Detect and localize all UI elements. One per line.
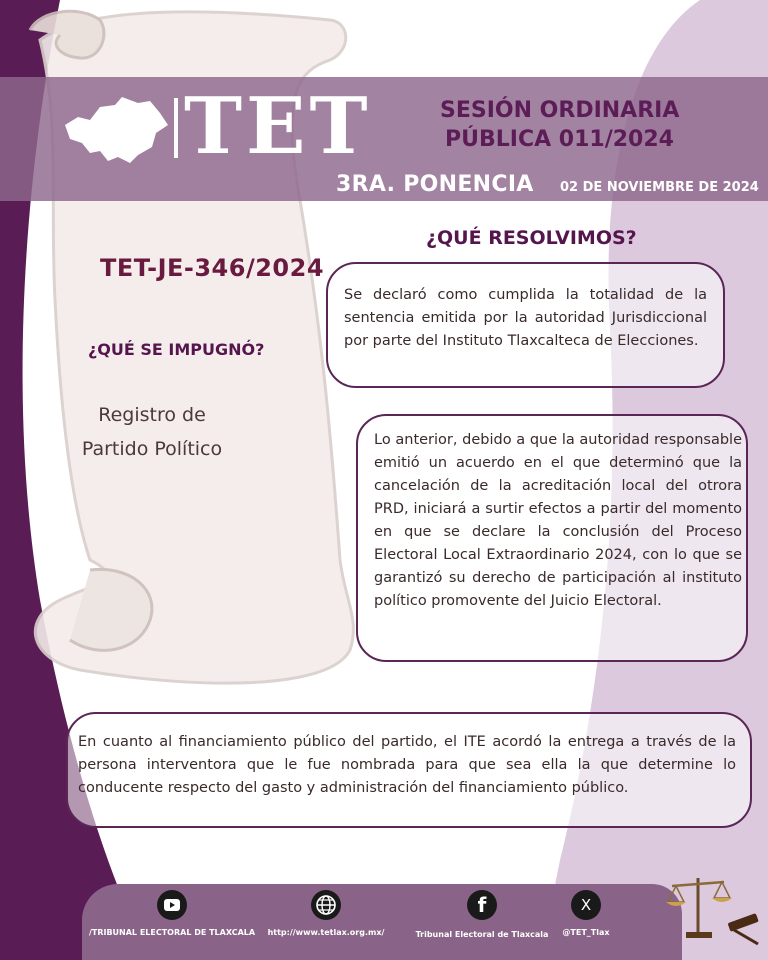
facebook-link[interactable] bbox=[414, 890, 550, 939]
impugno-question: ¿QUÉ SE IMPUGNÓ? bbox=[88, 340, 265, 359]
youtube-link[interactable] bbox=[88, 890, 256, 937]
impugno-answer-line2: Partido Político bbox=[81, 438, 223, 460]
x-label: @TET_Tlax bbox=[562, 928, 610, 937]
resolution-box-3: En cuanto al financiamiento público del partido, el ITE acordó la entrega a través de la persona interventora que le fue nombrada para que sea ella la que determine lo conducente respecto del gasto y administración del financiamiento público. bbox=[66, 712, 752, 828]
youtube-icon bbox=[157, 890, 187, 920]
website-label: http://www.tetlax.org.mx/ bbox=[267, 928, 385, 937]
session-title-line1: SESIÓN ORDINARIA bbox=[440, 98, 680, 123]
facebook-icon: f bbox=[467, 890, 497, 920]
x-icon: X bbox=[571, 890, 601, 920]
session-date: 02 DE NOVIEMBRE DE 2024 bbox=[560, 180, 759, 195]
facebook-label: Tribunal Electoral de Tlaxcala bbox=[415, 930, 549, 939]
tet-logo-text: TET bbox=[184, 81, 372, 172]
resolvimos-question: ¿QUÉ RESOLVIMOS? bbox=[426, 227, 637, 249]
logo-divider bbox=[174, 98, 178, 158]
resolution-box-2: Lo anterior, debido a que la autoridad responsable emitió un acuerdo en el que determinó que la cancelación de la acreditación local del otrora PRD, iniciará a surtir efectos a partir del momento en que se declare la conclusión del Proceso Electoral Local Extraordinario 2024, con lo que se garantizó su derecho de participación al instituto político promovente del Juicio Electoral. bbox=[356, 414, 748, 662]
impugno-answer bbox=[62, 398, 242, 466]
scales-of-justice-icon bbox=[664, 872, 764, 948]
session-title bbox=[440, 96, 679, 154]
ponencia-label: 3RA. PONENCIA bbox=[336, 172, 534, 197]
session-title-line2: PÚBLICA 011/2024 bbox=[445, 127, 674, 152]
x-link[interactable] bbox=[556, 890, 616, 937]
case-id: TET-JE-346/2024 bbox=[100, 254, 325, 282]
website-link[interactable] bbox=[266, 890, 386, 937]
youtube-label: /TRIBUNAL ELECTORAL DE TLAXCALA bbox=[88, 928, 256, 937]
globe-icon bbox=[311, 890, 341, 920]
impugno-answer-line1: Registro de bbox=[98, 404, 206, 426]
tlaxcala-map-icon bbox=[60, 95, 170, 165]
resolution-box-1: Se declaró como cumplida la totalidad de la sentencia emitida por la autoridad Jurisdiccional por parte del Instituto Tlaxcalteca de Elecciones. bbox=[326, 262, 725, 388]
